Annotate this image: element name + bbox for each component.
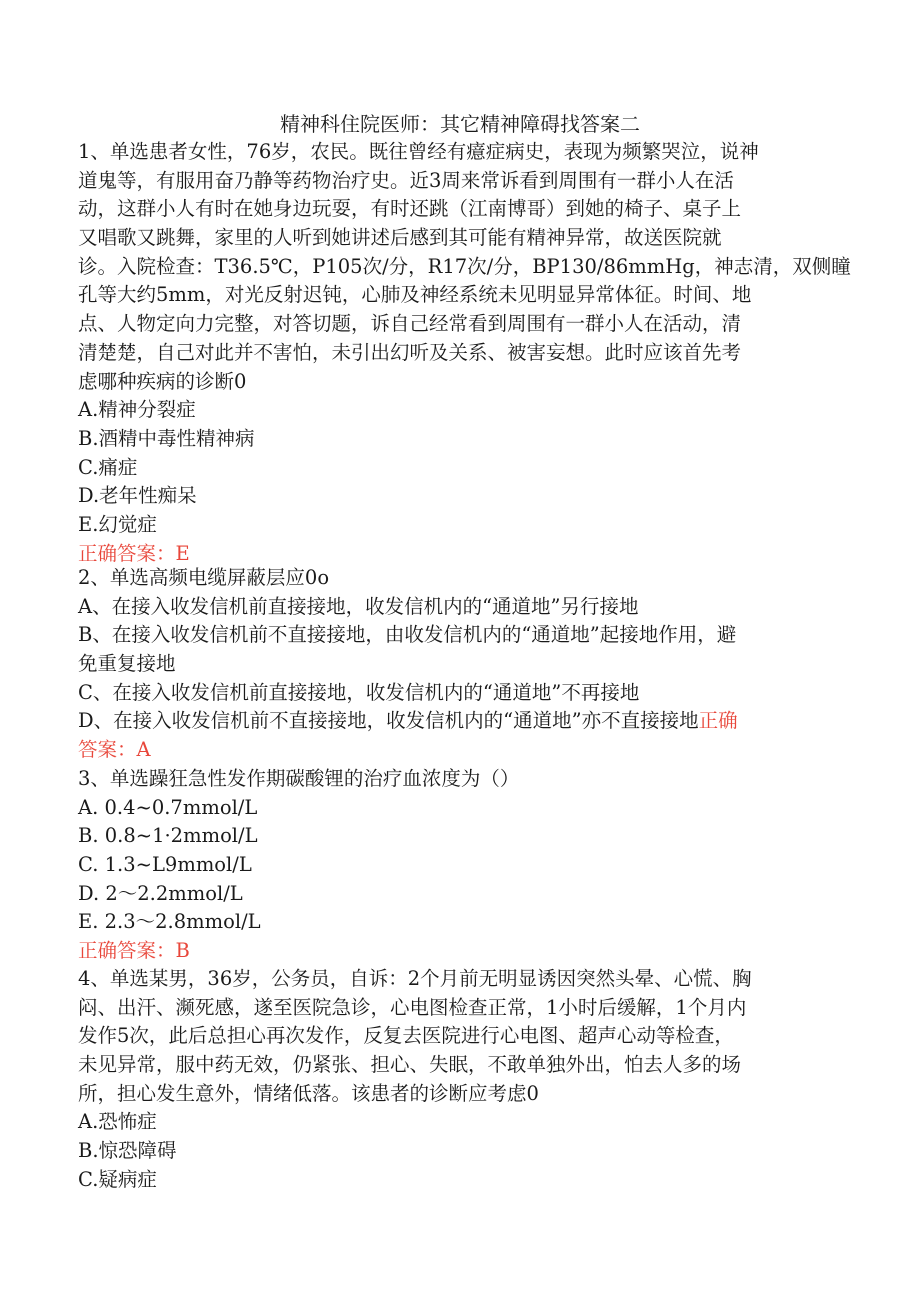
option-a: A. 0.4~0.7mmol/L xyxy=(78,795,258,819)
option-a: A.恐怖症 xyxy=(78,1110,157,1134)
option-a: A.精神分裂症 xyxy=(78,398,196,422)
question-3 xyxy=(78,765,830,966)
option-c: C.疑病症 xyxy=(78,1167,157,1191)
option-d: D. 2～2.2mmol/L xyxy=(78,881,243,905)
question-4 xyxy=(78,965,830,1195)
option-b: B.酒精中毒性精神病 xyxy=(78,426,255,450)
option-d-line xyxy=(78,707,830,736)
question-stem-line: 2、单选高频电缆屏蔽层应0o xyxy=(78,566,330,589)
question-stem-line: 清楚楚，自己对此并不害怕，未引出幻听及关系、被害妄想。此时应该首先考 xyxy=(78,340,742,364)
option-a: A、在接入收发信机前直接接地，收发信机内的“通道地”另行接地 xyxy=(78,594,639,618)
option-b: B、在接入收发信机前不直接接地，由收发信机内的“通道地”起接地作用，避 xyxy=(78,623,737,647)
option-d: D.老年性痴呆 xyxy=(78,484,197,508)
answer-label: 正确答案：E xyxy=(78,541,190,565)
question-stem-line: 闷、出汗、濒死感，遂至医院急诊，心电图检查正常，1小时后缓解，1个月内 xyxy=(78,995,747,1019)
option-e: E. 2.3～2.8mmol/L xyxy=(78,910,261,934)
question-stem-line: 道鬼等，有服用奋乃静等药物治疗史。近3周来常诉看到周围有一群小人在活 xyxy=(78,168,734,192)
option-d: D、在接入收发信机前不直接接地，收发信机内的“通道地”亦不直接接地 xyxy=(78,709,699,733)
question-1 xyxy=(78,138,851,568)
option-b-continued: 免重复接地 xyxy=(78,652,176,676)
question-stem-line: 1、单选患者女性，76岁，农民。既往曾经有癔症病史，表现为频繁哭泣，说神 xyxy=(78,140,759,163)
question-stem-line: 虑哪种疾病的诊断0 xyxy=(78,369,247,393)
option-c: C. 1.3~L9mmol/L xyxy=(78,853,252,877)
option-c: C、在接入收发信机前直接接地，收发信机内的“通道地”不再接地 xyxy=(78,680,640,704)
answer-label-start: 正确 xyxy=(698,709,738,733)
question-stem-line: 诊。入院检查：T36.5℃，P105次/分，R17次/分，BP130/86mmHg，神志清，双侧瞳 xyxy=(78,254,851,278)
answer-label: 答案：A xyxy=(78,738,151,762)
document-title: 精神科住院医师：其它精神障碍找答案二 xyxy=(280,112,640,136)
answer-label: 正确答案：B xyxy=(78,939,190,963)
question-stem-line: 3、单选躁狂急性发作期碳酸锂的治疗血浓度为（） xyxy=(78,767,520,790)
question-stem-line: 孔等大约5mm，对光反射迟钝，心肺及神经系统未见明显异常体征。时间、地 xyxy=(78,283,752,307)
question-stem-line: 发作5次，此后总担心再次发作，反复去医院进行心电图、超声心动等检查， xyxy=(78,1024,734,1048)
question-2 xyxy=(78,564,830,765)
question-stem-line: 点、人物定向力完整，对答切题，诉自己经常看到周围有一群小人在活动，清 xyxy=(78,312,742,336)
option-b: B. 0.8~1·2mmol/L xyxy=(78,824,258,848)
question-stem-line: 4、单选某男，36岁，公务员，自诉：2个月前无明显诱因突然头晕、心慌、胸 xyxy=(78,967,752,990)
option-c: C.痛症 xyxy=(78,455,138,479)
question-stem-line: 动，这群小人有时在她身边玩耍，有时还跳（江南博哥）到她的椅子、桌子上 xyxy=(78,197,742,221)
question-stem-line: 未见异常，服中药无效，仍紧张、担心、失眠，不敢单独外出，怕去人多的场 xyxy=(78,1053,742,1077)
option-b: B.惊恐障碍 xyxy=(78,1139,177,1163)
option-e: E.幻觉症 xyxy=(78,512,157,536)
question-stem-line: 又唱歌又跳舞，家里的人听到她讲述后感到其可能有精神异常，故送医院就 xyxy=(78,226,722,250)
question-stem-line: 所，担心发生意外，情绪低落。该患者的诊断应考虑0 xyxy=(78,1081,539,1105)
